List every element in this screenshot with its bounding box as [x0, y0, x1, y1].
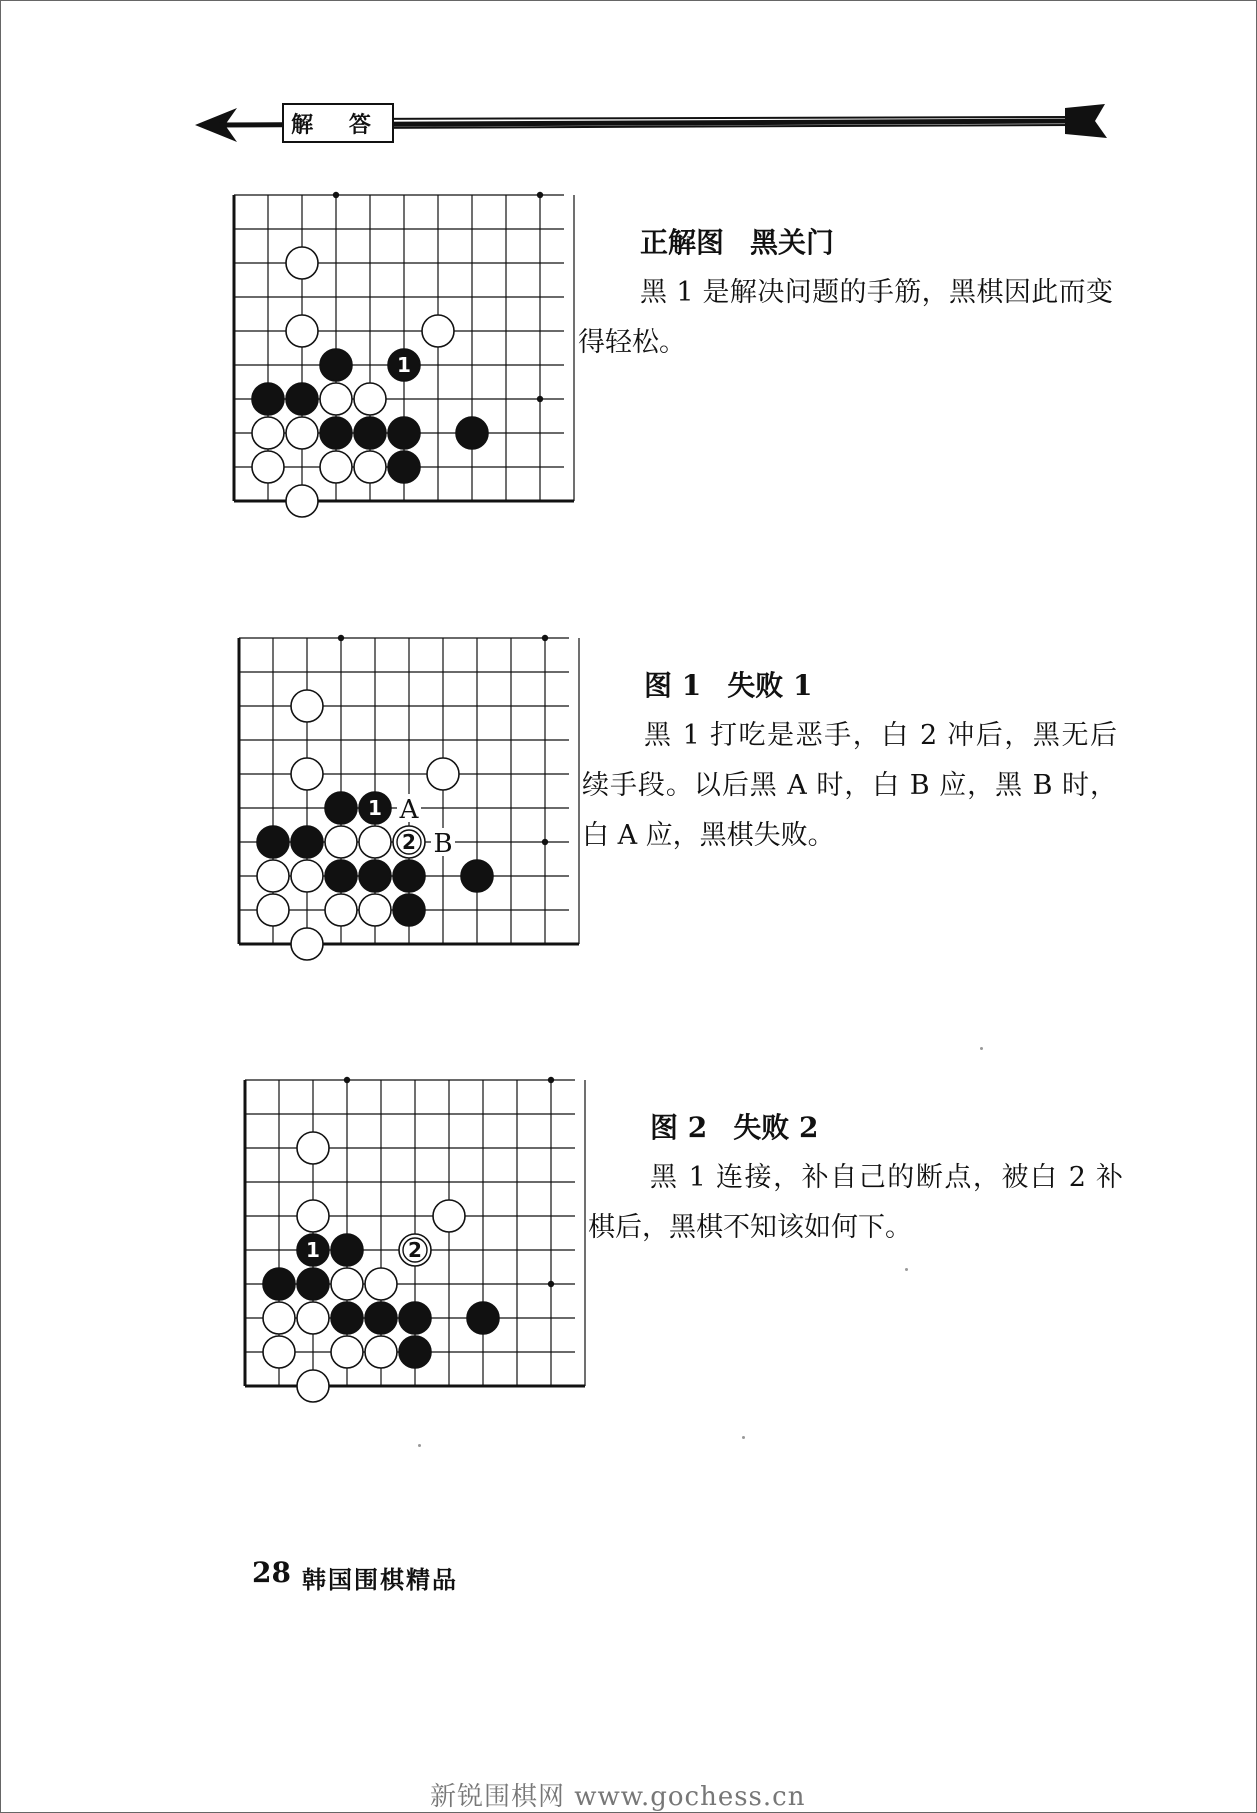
black-stone	[325, 860, 357, 892]
white-stone	[325, 894, 357, 926]
white-stone	[365, 1268, 397, 1300]
black-stone	[393, 894, 425, 926]
white-stone	[297, 1132, 329, 1164]
scan-speck	[742, 1436, 745, 1439]
caption-body: 黑 1 连接，补自己的断点，被白 2 补棋后，黑棋不知该如何下。	[588, 1162, 1123, 1243]
black-stone	[252, 383, 284, 415]
white-stone	[291, 690, 323, 722]
white-stone	[365, 1336, 397, 1368]
white-stone	[354, 383, 386, 415]
star-point	[537, 192, 543, 198]
black-stone	[388, 417, 420, 449]
black-stone	[393, 860, 425, 892]
black-stone	[461, 860, 493, 892]
white-stone	[331, 1336, 363, 1368]
go-board-failure-2	[243, 1078, 577, 1438]
caption-body: 黑 1 打吃是恶手，白 2 冲后，黑无后续手段。以后黑 A 时，白 B 应，黑 B 时，白 A 应，黑棋失败。	[582, 720, 1117, 851]
black-stone	[257, 826, 289, 858]
white-stone	[331, 1268, 363, 1300]
white-stone	[433, 1200, 465, 1232]
white-stone	[354, 451, 386, 483]
white-stone	[320, 383, 352, 415]
star-point	[537, 396, 543, 402]
white-stone	[257, 860, 289, 892]
black-stone	[320, 349, 352, 381]
go-board-failure-1	[237, 636, 571, 996]
caption-solution	[578, 218, 1113, 368]
caption-title: 图 2 失败 2	[650, 1111, 819, 1144]
white-stone	[257, 894, 289, 926]
black-stone	[320, 417, 352, 449]
stone-number: 1	[306, 1238, 320, 1262]
black-stone	[359, 860, 391, 892]
white-stone	[325, 826, 357, 858]
mark-label: B	[433, 829, 453, 859]
white-stone	[252, 451, 284, 483]
caption-body: 黑 1 是解决问题的手筋，黑棋因此而变得轻松。	[578, 277, 1113, 358]
mark-label: A	[399, 795, 419, 825]
black-stone	[331, 1302, 363, 1334]
white-stone	[427, 758, 459, 790]
header-label: 解 答	[282, 103, 394, 143]
white-stone	[263, 1336, 295, 1368]
star-point	[548, 1077, 554, 1083]
black-stone	[354, 417, 386, 449]
black-stone	[297, 1268, 329, 1300]
caption-failure-2	[588, 1103, 1123, 1253]
watermark: 新锐围棋网 www.gochess.cn	[430, 1782, 806, 1812]
stone-number: 1	[368, 796, 382, 820]
black-stone	[331, 1234, 363, 1266]
black-stone	[325, 792, 357, 824]
white-stone	[286, 417, 318, 449]
scan-speck	[418, 1444, 421, 1447]
black-stone	[291, 826, 323, 858]
white-stone	[359, 894, 391, 926]
white-stone	[286, 485, 318, 517]
stone-number: 2	[402, 830, 416, 854]
go-board-solution	[232, 193, 566, 553]
white-stone	[291, 758, 323, 790]
white-stone	[297, 1370, 329, 1402]
black-stone	[286, 383, 318, 415]
page-number: 28	[252, 1556, 291, 1589]
white-stone	[297, 1200, 329, 1232]
book-title: 韩国围棋精品	[302, 1565, 458, 1594]
white-stone	[291, 928, 323, 960]
black-stone	[388, 451, 420, 483]
star-point	[542, 635, 548, 641]
black-stone	[263, 1268, 295, 1300]
black-stone	[399, 1336, 431, 1368]
scan-speck	[905, 1268, 908, 1271]
white-stone	[297, 1302, 329, 1334]
white-stone	[252, 417, 284, 449]
stone-number: 1	[397, 353, 411, 377]
black-stone	[456, 417, 488, 449]
white-stone	[422, 315, 454, 347]
star-point	[338, 635, 344, 641]
black-stone	[399, 1302, 431, 1334]
star-point	[333, 192, 339, 198]
white-stone	[286, 315, 318, 347]
stone-number: 2	[408, 1238, 422, 1262]
white-stone	[320, 451, 352, 483]
scan-speck	[980, 1047, 983, 1050]
black-stone	[365, 1302, 397, 1334]
caption-title: 正解图 黑关门	[640, 226, 835, 259]
star-point	[548, 1281, 554, 1287]
caption-title: 图 1 失败 1	[644, 669, 813, 702]
star-point	[344, 1077, 350, 1083]
star-point	[542, 839, 548, 845]
black-stone	[467, 1302, 499, 1334]
white-stone	[263, 1302, 295, 1334]
white-stone	[286, 247, 318, 279]
arrow-fletching-icon	[1065, 104, 1107, 138]
caption-failure-1	[582, 661, 1117, 861]
white-stone	[291, 860, 323, 892]
white-stone	[359, 826, 391, 858]
